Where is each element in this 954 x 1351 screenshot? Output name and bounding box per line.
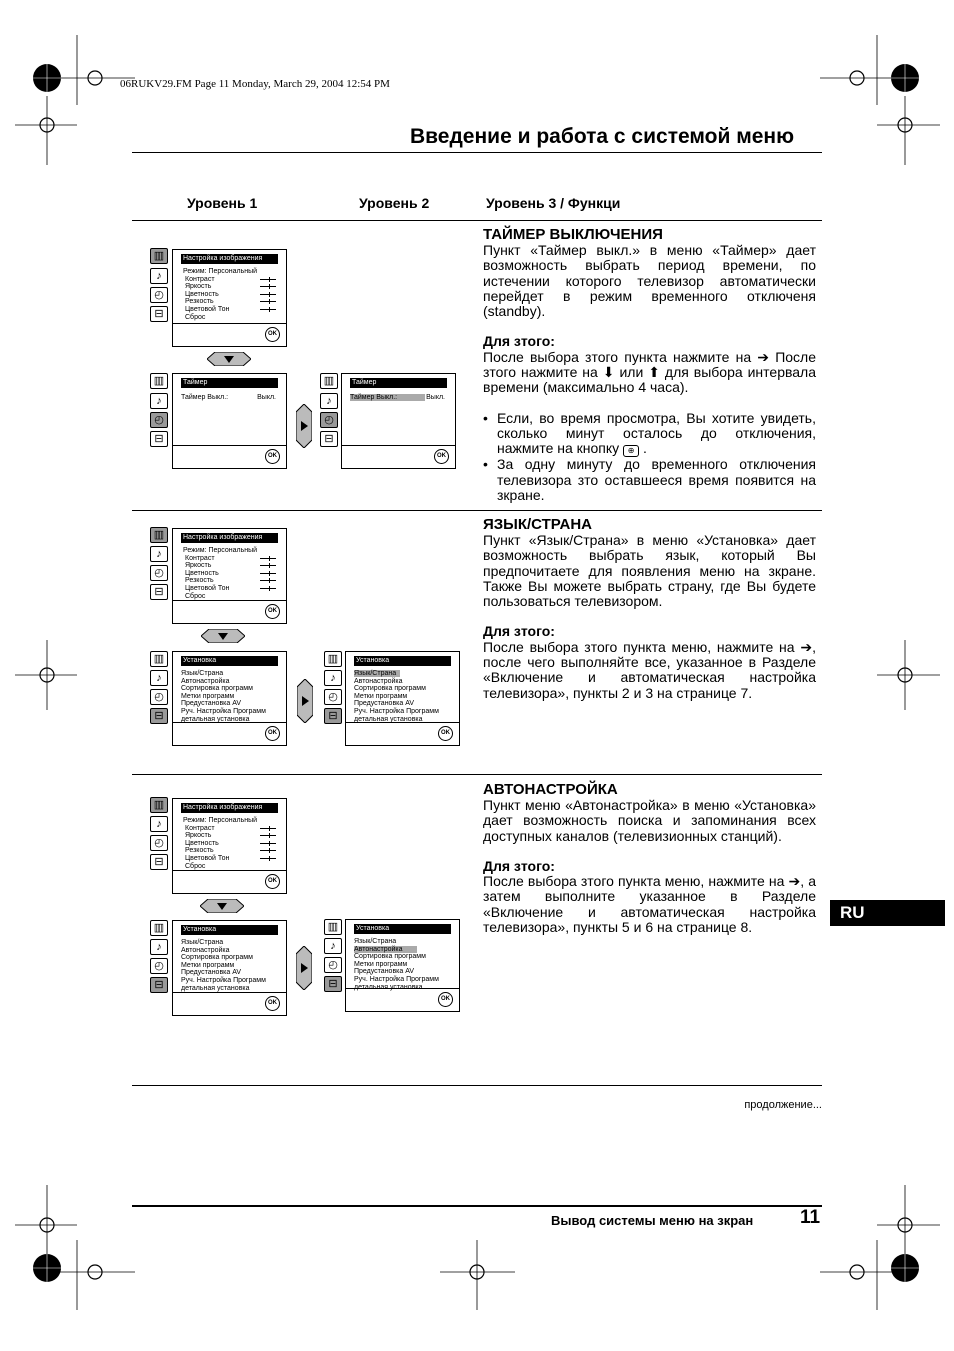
timer-clock-icon: ◴ bbox=[324, 957, 342, 973]
timer-clock-icon: ◴ bbox=[150, 835, 168, 851]
ok-button-icon: OK bbox=[265, 874, 280, 889]
menu-mode: Режим: Персональный bbox=[183, 268, 258, 275]
section-text-timer bbox=[483, 243, 816, 503]
menu-mode: Режим: Персональный bbox=[183, 547, 258, 554]
menu-item[interactable]: Язык/Страна bbox=[181, 670, 224, 677]
menu-title: Установка bbox=[354, 656, 451, 666]
sound-icon: ♪ bbox=[150, 268, 168, 284]
arrow-up-icon: ⬆ bbox=[648, 364, 660, 381]
sound-icon: ♪ bbox=[150, 546, 168, 562]
ok-button-icon: OK bbox=[438, 992, 453, 1007]
ok-button-icon: OK bbox=[265, 726, 280, 741]
picture-icon: ▥ bbox=[150, 651, 168, 667]
arrow-down-icon bbox=[200, 899, 244, 913]
menu-title: Настройка изображения bbox=[181, 533, 278, 543]
picture-icon: ▥ bbox=[150, 797, 168, 813]
sound-icon: ♪ bbox=[150, 393, 168, 409]
ok-button-icon: OK bbox=[265, 604, 280, 619]
menu-item[interactable]: Метки программ bbox=[181, 692, 235, 700]
menu-item[interactable]: Цветовой Тон bbox=[181, 585, 278, 593]
menu-icon-column bbox=[150, 248, 168, 328]
menu-item[interactable]: Руч. Настройка Программ bbox=[354, 707, 439, 715]
setup-icon: ⊟ bbox=[324, 976, 342, 992]
howto-label: Для зтого: bbox=[483, 333, 555, 350]
menu-item[interactable]: Цветность bbox=[181, 840, 278, 848]
menu-item[interactable]: Метки программ bbox=[181, 961, 235, 969]
menu-item[interactable]: детальная установка bbox=[354, 715, 423, 723]
timer-clock-icon: ◴ bbox=[150, 287, 168, 303]
menu-item[interactable]: Автонастройка bbox=[354, 677, 403, 685]
setup-icon: ⊟ bbox=[150, 977, 168, 993]
setup-icon: ⊟ bbox=[150, 584, 168, 600]
menu-item[interactable]: Яркость bbox=[181, 283, 278, 291]
howto-text: После выбора зтого пункта меню, нажмите на ➔, а затем выполните указанное в Разделе «Включение и автоматическая настройка телевизора», пункты 5 и 6 на странице 8. bbox=[483, 873, 816, 936]
setup-icon: ⊟ bbox=[150, 854, 168, 870]
timer-clock-icon: ◴ bbox=[150, 689, 168, 705]
arrow-down-icon bbox=[207, 352, 251, 366]
menu-item[interactable]: Сброс bbox=[185, 592, 206, 600]
menu-item[interactable]: Цветность bbox=[181, 291, 278, 299]
arrow-right-icon: ➔ bbox=[788, 873, 801, 890]
language-tab: RU bbox=[830, 900, 945, 926]
sound-icon: ♪ bbox=[150, 939, 168, 955]
footer-title: Вывод системы меню на зкран bbox=[551, 1213, 754, 1228]
footer-rule bbox=[132, 1205, 822, 1207]
menu-item[interactable]: Цветность bbox=[181, 570, 278, 578]
setup-icon: ⊟ bbox=[150, 431, 168, 447]
timer-clock-icon: ◴ bbox=[150, 565, 168, 581]
menu-item[interactable]: Предустановка AV bbox=[354, 700, 415, 708]
menu-title: Установка bbox=[354, 924, 451, 934]
menu-item[interactable]: Предустановка AV bbox=[181, 700, 242, 708]
menu-item[interactable]: Цветовой Тон bbox=[181, 855, 278, 863]
menu-item[interactable]: Автонастройка bbox=[354, 946, 451, 954]
section-rule bbox=[132, 1085, 822, 1086]
continued-label: продолжение... bbox=[744, 1099, 822, 1111]
menu-item[interactable]: детальная установка bbox=[354, 983, 423, 991]
menu-item[interactable]: Автонастройка bbox=[181, 677, 230, 685]
menu-icon-column bbox=[150, 373, 168, 453]
timer-clock-icon: ◴ bbox=[150, 958, 168, 974]
sound-icon: ♪ bbox=[324, 670, 342, 686]
timer-clock-icon: ◴ bbox=[320, 412, 338, 428]
section-rule bbox=[132, 510, 822, 511]
menu-item[interactable]: Резкость bbox=[181, 847, 278, 855]
menu-item[interactable]: детальная установка bbox=[181, 984, 250, 992]
menu-icon-column bbox=[150, 797, 168, 877]
level-2-heading: Уровень 2 bbox=[359, 195, 430, 211]
menu-item[interactable]: Метки программ bbox=[354, 692, 408, 700]
setup-icon: ⊟ bbox=[150, 306, 168, 322]
menu-item[interactable]: Цветовой Тон bbox=[181, 306, 278, 314]
menu-item[interactable]: Сброс bbox=[185, 862, 206, 870]
title-rule bbox=[132, 152, 822, 153]
level-1-heading: Уровень 1 bbox=[187, 195, 258, 211]
menu-title: Таймер bbox=[181, 378, 278, 388]
arrow-down-icon: ⬇ bbox=[602, 364, 615, 381]
menu-item[interactable]: Таймер Выкл.: Выкл. bbox=[181, 394, 276, 401]
menu-icon-column bbox=[320, 373, 338, 453]
setup-menu bbox=[172, 651, 287, 746]
menu-item[interactable]: Предустановка AV bbox=[181, 969, 242, 977]
sound-icon: ♪ bbox=[150, 670, 168, 686]
timer-menu-selected bbox=[341, 373, 456, 469]
arrow-right-icon bbox=[297, 679, 313, 723]
picture-icon: ▥ bbox=[324, 651, 342, 667]
menu-item[interactable]: Сортировка программ bbox=[354, 685, 426, 693]
menu-item[interactable]: Таймер Выкл.: Выкл. bbox=[350, 394, 445, 401]
menu-mode: Режим: Персональный bbox=[183, 817, 258, 824]
level-3-heading: Уровень 3 / Функци bbox=[486, 195, 621, 211]
setup-icon: ⊟ bbox=[320, 431, 338, 447]
menu-item[interactable]: Контраст bbox=[181, 555, 278, 563]
arrow-right-icon: ➔ bbox=[757, 348, 770, 365]
menu-item[interactable]: Сортировка программ bbox=[181, 685, 253, 693]
ok-button-icon: OK bbox=[438, 726, 453, 741]
intro-text: Пункт «Язык/Страна» в меню «Установка» дает возможность выбрать язык, который Вы предпочитаете для появления меню на зкране. Также Вы можете выбрать страну, где Вы будете пользоваться телевизором. bbox=[483, 532, 816, 610]
setup-menu-selected bbox=[345, 651, 460, 746]
section-title-language: ЯЗЫК/СТРАНА bbox=[483, 516, 592, 533]
section-title-autotune: АВТОНАСТРОЙКА bbox=[483, 781, 618, 798]
menu-icon-column bbox=[324, 651, 342, 731]
picture-menu bbox=[172, 528, 287, 624]
picture-menu bbox=[172, 249, 287, 347]
menu-item[interactable]: Язык/Страна bbox=[181, 939, 224, 946]
picture-icon: ▥ bbox=[150, 527, 168, 543]
sound-icon: ♪ bbox=[150, 816, 168, 832]
timer-menu bbox=[172, 373, 287, 469]
menu-item[interactable]: Автонастройка bbox=[181, 946, 230, 954]
setup-menu bbox=[172, 920, 287, 1016]
menu-item[interactable]: Резкость bbox=[181, 577, 278, 585]
menu-icon-column bbox=[150, 920, 168, 1000]
setup-icon: ⊟ bbox=[150, 708, 168, 724]
timer-clock-icon: ◴ bbox=[324, 689, 342, 705]
section-rule bbox=[132, 220, 822, 221]
menu-item[interactable]: Руч. Настройка Программ bbox=[354, 975, 439, 983]
ok-button-icon: OK bbox=[434, 449, 449, 464]
timer-clock-icon: ◴ bbox=[150, 412, 168, 428]
menu-title: Настройка изображения bbox=[181, 803, 278, 813]
picture-menu bbox=[172, 798, 287, 894]
menu-item[interactable]: детальная установка bbox=[181, 715, 250, 723]
picture-icon: ▥ bbox=[150, 920, 168, 936]
section-text-autotune bbox=[483, 798, 816, 935]
setup-icon: ⊟ bbox=[324, 708, 342, 724]
bullet-item: • Если, во время просмотра, Вы хотите увидеть, сколько минут осталось до отключения, нажмите на кнопку ⊕ . bbox=[483, 411, 816, 458]
menu-item[interactable]: Руч. Настройка Программ bbox=[181, 976, 266, 984]
sound-icon: ♪ bbox=[320, 393, 338, 409]
menu-item[interactable]: Руч. Настройка Программ bbox=[181, 707, 266, 715]
howto-text: После выбора зтого пункта нажмите на ➔ После зтого нажмите на ⬇ или ⬆ для выбора интервала времени (максимально 4 часа). bbox=[483, 348, 817, 396]
picture-icon: ▥ bbox=[150, 373, 168, 389]
ok-button-icon: OK bbox=[265, 327, 280, 342]
menu-icon-column bbox=[150, 527, 168, 607]
arrow-right-icon: ➔ bbox=[800, 638, 813, 655]
menu-item[interactable]: Сброс bbox=[185, 313, 206, 321]
menu-title: Таймер bbox=[350, 378, 447, 388]
menu-item[interactable]: Сортировка программ bbox=[354, 953, 426, 961]
ok-button-icon: OK bbox=[265, 449, 280, 464]
menu-item[interactable]: Сортировка программ bbox=[181, 954, 253, 962]
info-button-icon: ⊕ bbox=[623, 445, 639, 457]
setup-menu-selected bbox=[345, 919, 460, 1012]
menu-item[interactable]: Яркость bbox=[181, 832, 278, 840]
menu-item[interactable]: Контраст bbox=[181, 276, 278, 284]
menu-item[interactable]: Контраст bbox=[181, 825, 278, 833]
menu-title: Настройка изображения bbox=[181, 254, 278, 264]
picture-icon: ▥ bbox=[324, 919, 342, 935]
section-rule bbox=[132, 774, 822, 775]
arrow-down-icon bbox=[201, 629, 245, 643]
menu-icon-column bbox=[150, 651, 168, 731]
arrow-right-icon bbox=[296, 946, 312, 990]
howto-label: Для зтого: bbox=[483, 857, 555, 874]
menu-item[interactable]: Язык/Страна bbox=[354, 670, 451, 678]
howto-label: Для зтого: bbox=[483, 623, 555, 640]
menu-title: Установка bbox=[181, 925, 278, 935]
page-title: Введение и работа с системой меню bbox=[410, 125, 795, 148]
intro-text: Пункт «Таймер выкл.» в меню «Таймер» дает возможность выбрать период времени, по истечении которого телевизор автоматически перейдет в режим временного отключеня (standby). bbox=[483, 242, 816, 320]
menu-item[interactable]: Метки программ bbox=[354, 960, 408, 968]
page-number: 11 bbox=[800, 1207, 821, 1228]
intro-text: Пункт меню «Автонастройка» в меню «Установка» дает возможность поиска и запоминания всех доступных каналов (телевизионных станций). bbox=[483, 797, 816, 844]
ok-button-icon: OK bbox=[265, 996, 280, 1011]
picture-icon: ▥ bbox=[320, 373, 338, 389]
sound-icon: ♪ bbox=[324, 938, 342, 954]
bullet-item: • За одну минуту до временного отключения телевизора зто оставшееся время появится на зкране. bbox=[483, 457, 816, 503]
menu-item[interactable]: Резкость bbox=[181, 298, 278, 306]
menu-icon-column bbox=[324, 919, 342, 999]
arrow-right-icon bbox=[296, 404, 312, 448]
howto-text: После выбора зтого пункта меню, нажмите на ➔, после чего выполняйте все, указанное в Разделе «Включение и автоматическая настройка телевизора», пункты 2 и 3 на странице 7. bbox=[483, 638, 817, 701]
picture-icon: ▥ bbox=[150, 248, 168, 264]
file-header-line: 06RUKV29.FM Page 11 Monday, March 29, 2004 12:54 PM bbox=[120, 78, 390, 90]
section-text-language bbox=[483, 533, 816, 701]
menu-item[interactable]: Яркость bbox=[181, 562, 278, 570]
menu-item[interactable]: Язык/Страна bbox=[354, 938, 397, 945]
menu-item[interactable]: Предустановка AV bbox=[354, 968, 415, 976]
menu-title: Установка bbox=[181, 656, 278, 666]
section-title-timer: ТАЙМЕР ВЫКЛЮЧЕНИЯ bbox=[483, 226, 663, 243]
